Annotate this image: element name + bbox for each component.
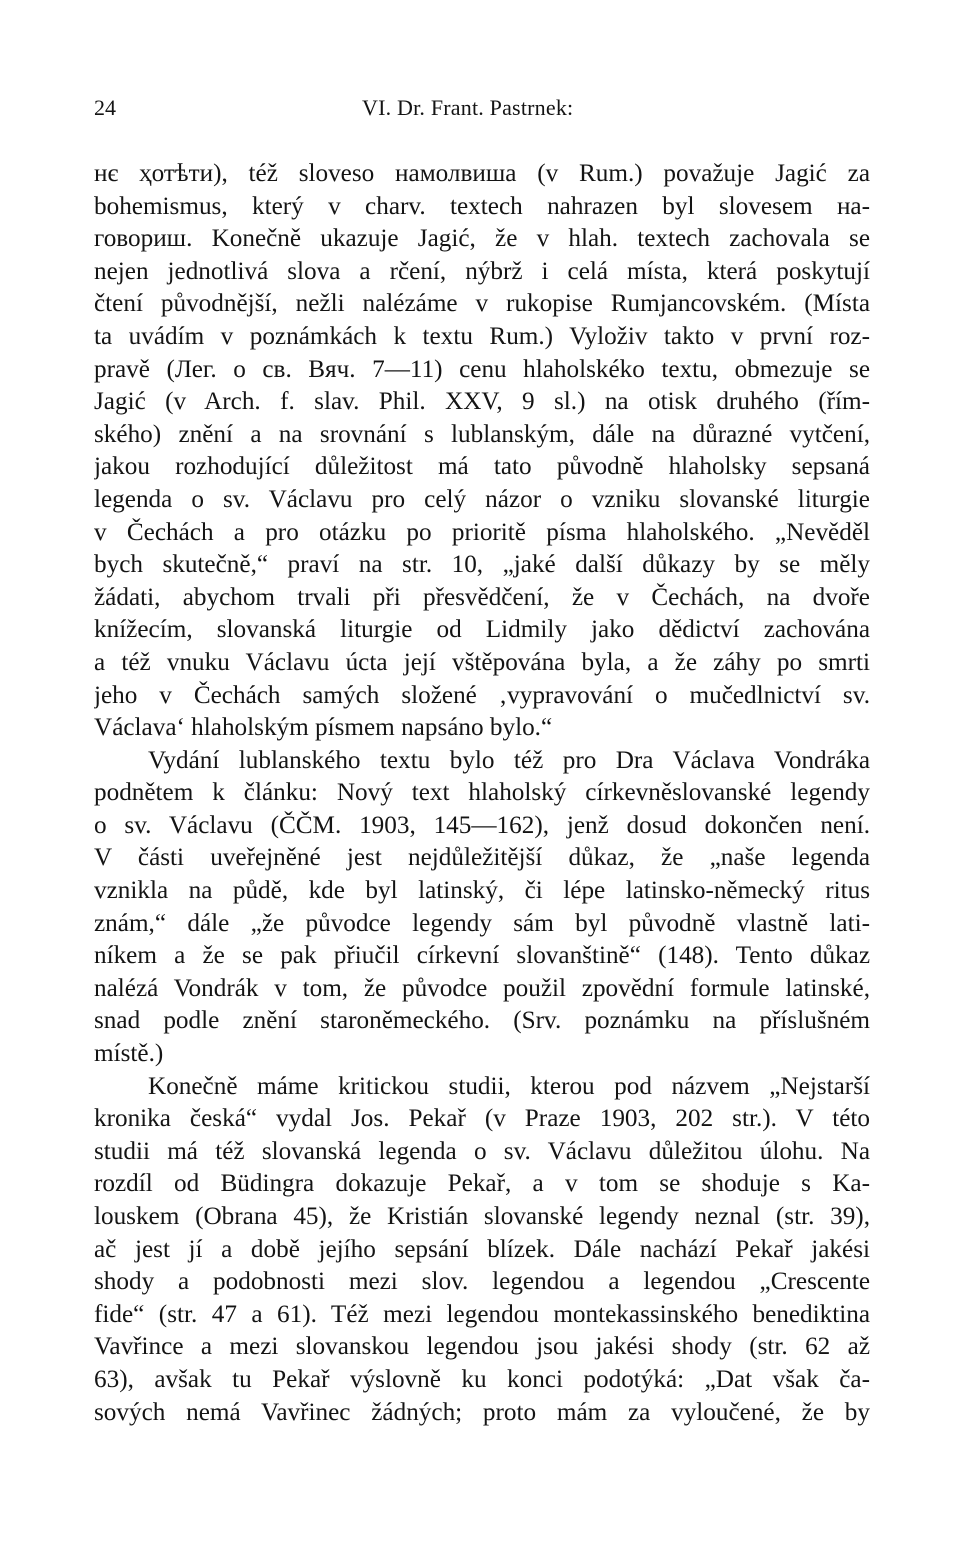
text-line: Jagić (v Arch. f. slav. Phil. XXV, 9 sl.) na otisk druhého (řím- <box>94 388 870 416</box>
text-line: ského) znění a na srovnání s lublanským, dále na důrazné vytčení, <box>94 420 870 448</box>
text-line: a též vnuku Václavu úcta její vštěpována byla, a že záhy po smrti <box>94 648 870 676</box>
paragraph <box>94 1071 870 1430</box>
paragraph <box>94 158 870 745</box>
text-line: jakou rozhodující důležitost má tato původně hlaholsky sepsaná <box>94 453 870 481</box>
text-line: o sv. Václavu (ČČM. 1903, 145—162), jenž dosud dokončen není. <box>94 811 870 839</box>
text-line: Vavřince a mezi slovanskou legendou jsou jakési shody (str. 62 až <box>94 1333 870 1361</box>
text-line: ač jest jí a době jejího sepsání blízek. Dále nachází Pekař jakési <box>94 1235 870 1263</box>
text-line: žádati, abychom trvali při přesvědčení, že v Čechách, na dvoře <box>94 583 870 611</box>
text-line: snad podle znění staroněmeckého. (Srv. poznámku na příslušném <box>94 1007 870 1035</box>
text-line: jeho v Čechách samých složené ‚vypravování o mučedlnictví sv. <box>94 681 870 709</box>
text-line: podnětem k článku: Nový text hlaholský církevněslovanské legendy <box>94 779 870 807</box>
text-line: studii má též slovanská legenda o sv. Václavu důležitou úlohu. Na <box>94 1137 870 1165</box>
page-number: 24 <box>94 95 116 120</box>
text-line: sových nemá Vavřinec žádných; proto mám za vyloučené, že by <box>94 1398 870 1426</box>
text-line: nejen jednotlivá slova a rčení, nýbrž i celá místa, která poskytují <box>94 257 870 285</box>
text-line: louskem (Obrana 45), že Kristián slovanské legendy neznal (str. 39), <box>94 1203 870 1230</box>
text-line: knížecím, slovanská liturgie od Lidmily jako dědictví zachována <box>94 616 870 644</box>
text-line: bohemismus, který v charv. textech nahrazen byl slovesem на- <box>94 192 870 220</box>
text-line: kronika česká“ vydal Jos. Pekař (v Praze 1903, 202 str.). V této <box>94 1105 870 1133</box>
text-line: Vydání lublanského textu bylo též pro Dra Václava Vondráka <box>148 746 870 774</box>
text-line: Václava‘ hlaholským písmem napsáno bylo.“ <box>94 714 553 742</box>
text-line: rozdíl od Büdingra dokazuje Pekař, a v tom se shoduje s Ka- <box>94 1170 870 1198</box>
running-head: VI. Dr. Frant. Pastrnek: <box>362 95 574 120</box>
text-line: говориш. Konečně ukazuje Jagić, že v hlah. textech zachovala se <box>94 225 870 253</box>
text-line: čtení původnější, nežli nalézáme v rukopise Rumjancovském. (Místa <box>94 290 870 318</box>
text-line: vznikla na půdě, kde byl latinský, či lépe latinsko-německý ritus <box>94 877 870 905</box>
text-line: nalézá Vondrák v tom, že původce použil zpovědní formule latinské, <box>94 974 870 1002</box>
text-line: pravě (Лег. о св. Вяч. 7—11) cenu hlaholskéko textu, obmezuje se <box>94 355 870 383</box>
text-line: místě.) <box>94 1040 164 1068</box>
text-line: 63), avšak tu Pekař výslovně ku konci podotýká: „Dat však ča- <box>94 1365 870 1393</box>
text-line: Konečně máme kritickou studii, kterou pod názvem „Nejstarší <box>148 1072 870 1100</box>
page-header <box>94 93 870 123</box>
text-line: znám,“ dále „že původce legendy sám byl původně vlastně lati- <box>94 909 870 937</box>
text-line: shody a podobnosti mezi slov. legendou a legendou „Crescente <box>94 1268 870 1296</box>
text-line: ta uvádím v poznámkách k textu Rum.) Vyloživ takto v první roz- <box>94 322 870 350</box>
text-line: bych skutečně,“ praví na str. 10, „jaké další důkazy by se měly <box>94 551 870 579</box>
text-line: níkem a že se pak přiučil církevní slovanštině“ (148). Tento důkaz <box>94 942 870 970</box>
text-line: fide“ (str. 47 a 61). Též mezi legendou montekassinského benediktina <box>94 1300 870 1328</box>
text-line: V části uveřejněné jest nejdůležitější důkaz, že „naše legenda <box>94 844 870 872</box>
body-text <box>94 158 870 1429</box>
text-line: legenda o sv. Václavu pro celý názor o vzniku slovanské liturgie <box>94 485 870 513</box>
paragraph <box>94 745 870 1071</box>
text-line: v Čechách a pro otázku po prioritě písma hlaholského. „Nevěděl <box>94 518 870 546</box>
text-line: нє ҳотѣти), též sloveso намолвиша (v Rum.) považuje Jagić za <box>94 160 870 187</box>
